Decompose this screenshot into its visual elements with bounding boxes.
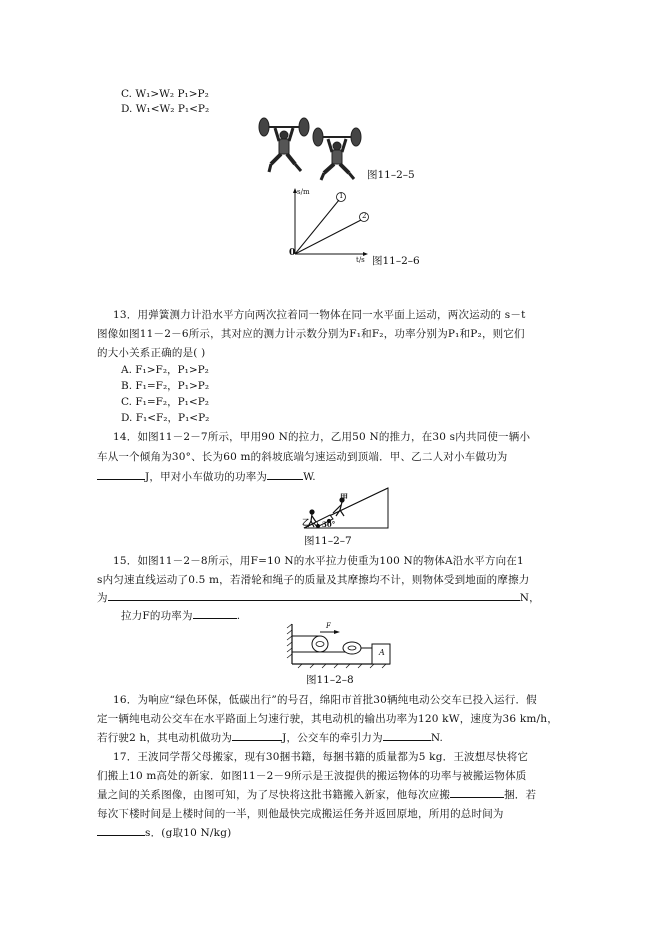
q15-line2: s内匀速直线运动了0.5 m，若滑轮和绳子的质量及其摩擦均不计，则物体受到地面的摩擦力 [97, 574, 530, 586]
q13-line3: 的大小关系正确的是( ) [97, 347, 206, 359]
q15-line3-a: 为 [97, 592, 108, 604]
q13-line1: 13．用弹簧测力计沿水平方向两次拉着同一物体在同一水平面上运动，两次运动的 s－t [113, 309, 526, 321]
line-1 [295, 200, 339, 254]
figure-11-2-8-caption: 图11–2–8 [306, 674, 354, 686]
y-axis-label: s/m [297, 188, 310, 196]
q13-option-b: B. F₁=F₂，P₁>P₂ [121, 380, 210, 392]
q13-option-d: D. F₁<F₂，P₁<P₂ [121, 412, 210, 424]
q17-line3-a: 量之间的关系图像，由图可知，为了尽快将这批书籍搬入新家，他每次应搬 [97, 789, 451, 801]
q13-option-c: C. F₁=F₂，P₁<P₂ [121, 396, 209, 408]
q17-line3-b: 捆．若 [504, 789, 537, 801]
q17-blank-2[interactable] [97, 825, 145, 836]
q16-blank-1[interactable] [232, 730, 282, 741]
q17-line1: 17．王波同学帮父母搬家，现有30捆书籍，每捆书籍的质量都为5 kg．王波想尽快将它 [113, 751, 529, 763]
q15-line1: 15．如图11－2－8所示，用F=10 N的水平拉力使重为100 N的物体A沿水平方向在1 [113, 555, 524, 567]
q16-line3-c: N. [430, 732, 444, 744]
figure-11-2-5-caption: 图11–2–5 [367, 169, 415, 181]
q17-blank-1[interactable] [450, 787, 504, 798]
q14-line3-a: J，甲对小车做功的功率为 [145, 471, 268, 483]
option-d-top: D. W₁<W₂ P₁<P₂ [121, 103, 210, 115]
q17-line2: 们搬上10 m高处的新家．如图11－2－9所示是王波提供的搬运物体的功率与被搬运物体质 [97, 770, 527, 782]
q14-blank-2[interactable] [267, 469, 303, 480]
option-c-top: C. W₁>W₂ P₁>P₂ [121, 88, 209, 100]
q15-blank-2[interactable] [193, 608, 237, 619]
origin-label: 0 [289, 248, 296, 258]
q15-line4-b: . [236, 610, 241, 622]
q17-line5-a: s．(g取10 N/kg) [145, 827, 232, 839]
label-jia: 甲 [340, 492, 348, 502]
q14-line3-b: W. [303, 471, 316, 483]
label-F: F [326, 622, 331, 630]
x-axis-label: t/s [356, 256, 365, 264]
pulley-figure [290, 622, 394, 668]
q16-line3-b: J，公交车的牵引力为 [282, 732, 383, 744]
line-2 [295, 220, 361, 254]
q13-option-a: A. F₁>F₂，P₁>P₂ [121, 364, 209, 376]
label-A: A [379, 648, 385, 657]
line-1-label: 1 [339, 192, 344, 200]
q14-line2: 车从一个倾角为30°、长为60 m的斜坡底端匀速运动到顶端．甲、乙二人对小车做功为 [97, 451, 508, 463]
angle-label: 30° [322, 520, 336, 529]
line-2-label: 2 [362, 212, 367, 220]
q13-line2: 图像如图11－2－6所示，其对应的测力计示数分别为F₁和F₂，功率分别为P₁和P₂，则它们 [97, 328, 525, 340]
q17-line5 [97, 825, 231, 840]
q16-blank-2[interactable] [383, 730, 431, 741]
q14-line1: 14．如图11－2－7所示，甲用90 N的拉力，乙用50 N的推力，在30 s内共同使一辆小 [113, 431, 531, 443]
weightlifter-1 [259, 118, 309, 172]
q17-line3 [97, 787, 536, 802]
q14-line3 [97, 469, 316, 484]
q15-line4 [121, 608, 240, 623]
q15-blank-1[interactable] [108, 590, 520, 601]
weightlifter-2 [313, 128, 361, 180]
q14-blank-1[interactable] [97, 469, 145, 480]
label-yi: 乙 [302, 517, 310, 527]
q16-line1: 16．为响应“绿色环保，低碳出行”的号召，绵阳市首批30辆纯电动公交车已投入运行．假 [113, 694, 537, 706]
q15-line3 [97, 590, 540, 605]
figure-11-2-6-caption: 图11–2–6 [372, 255, 420, 267]
st-graph [285, 188, 370, 263]
q15-line3-b: N， [519, 592, 540, 604]
q16-line2: 定一辆纯电动公交车在水平路面上匀速行驶，其电动机的输出功率为120 kW，速度为36 km/h， [97, 713, 558, 725]
weightlifters-figure [255, 116, 365, 184]
q15-line4-a: 拉力F的功率为 [121, 610, 193, 622]
q16-line3 [97, 730, 443, 745]
q17-line4: 每次下楼时间是上楼时间的一半，则他最快完成搬运任务并返回原地，所用的总时间为 [97, 808, 504, 820]
figure-11-2-7-caption: 图11–2–7 [304, 535, 352, 547]
q16-line3-a: 若行驶2 h，其电动机做功为 [97, 732, 233, 744]
